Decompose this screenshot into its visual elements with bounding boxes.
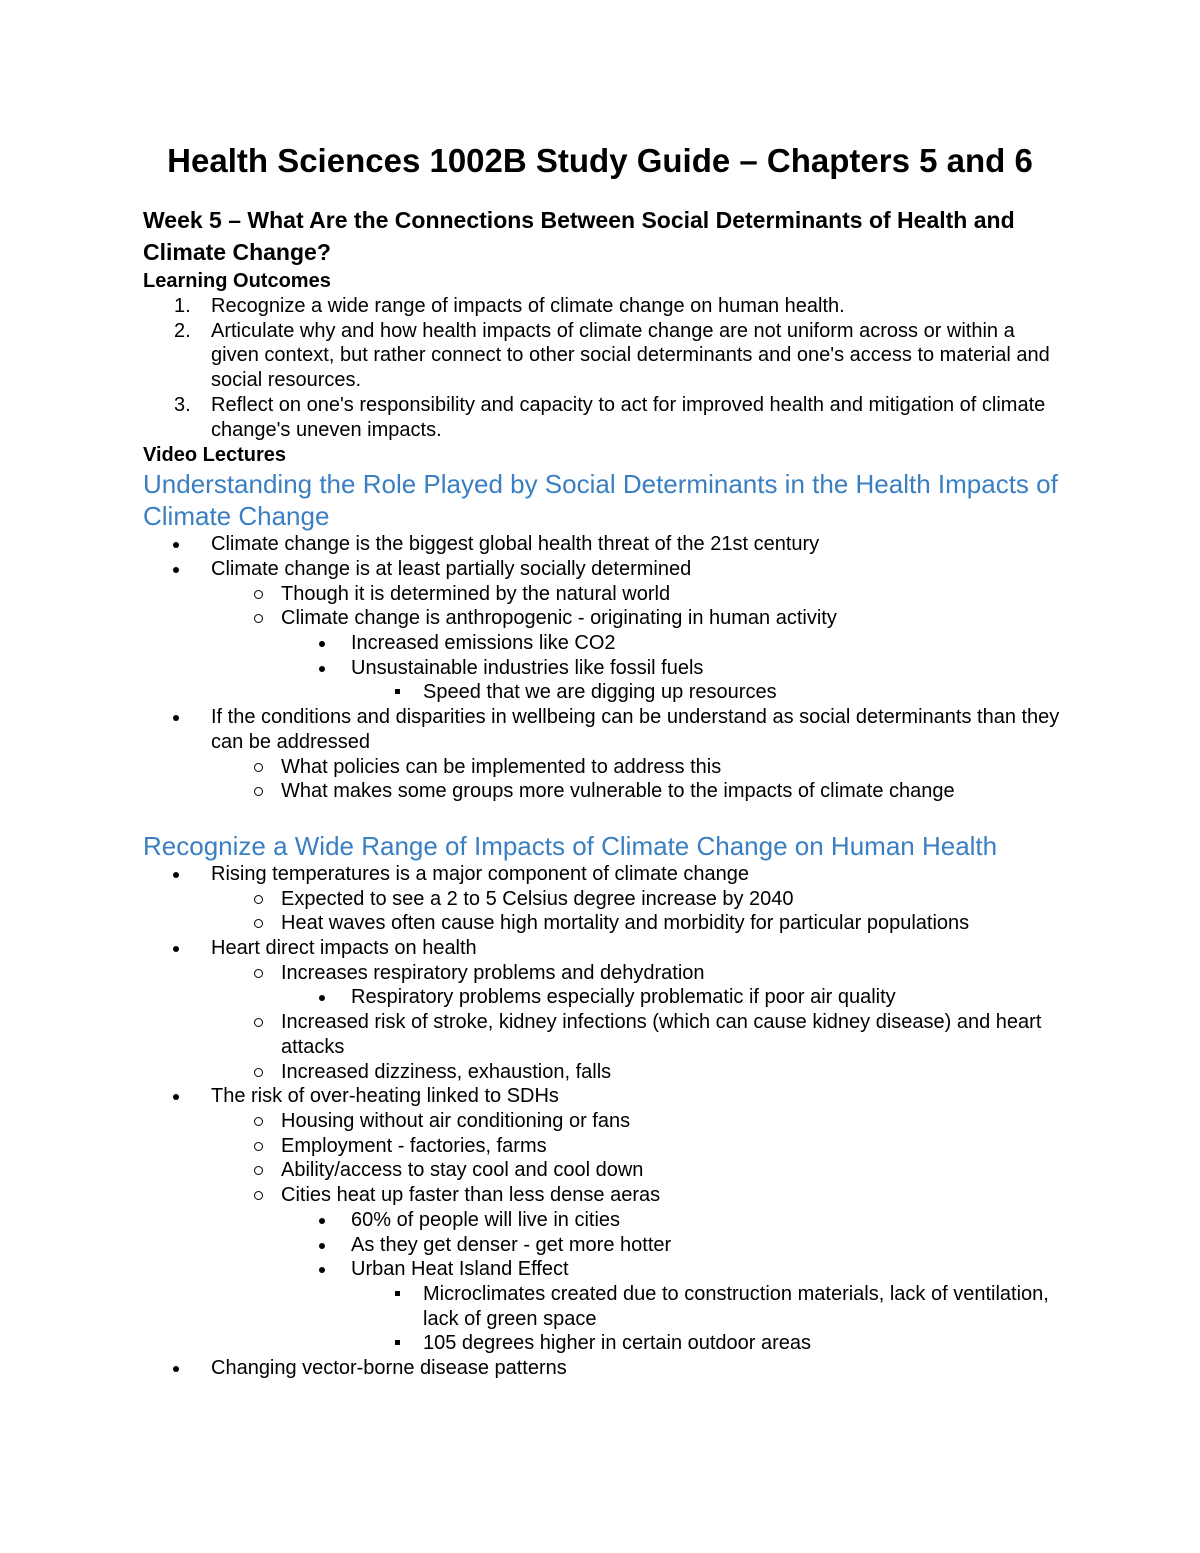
- list-item-text: If the conditions and disparities in wellbeing can be understand as social determinants than they can be addressed: [211, 706, 1060, 753]
- bullet-dot-icon: [173, 542, 179, 548]
- learning-outcome-text: Reflect on one's responsibility and capacity to act for improved health and mitigation of climate change's uneven impacts.: [211, 393, 1046, 441]
- list-number: 1.: [174, 295, 191, 317]
- list-item-text: Speed that we are digging up resources: [423, 681, 777, 704]
- list-item-text: Expected to see a 2 to 5 Celsius degree increase by 2040: [281, 887, 794, 910]
- list-item-text: 60% of people will live in cities: [351, 1208, 621, 1231]
- bullet-dot-icon: [319, 1243, 325, 1249]
- document-title: Health Sciences 1002B Study Guide – Chapters 5 and 6: [167, 142, 1033, 179]
- bullet-circle-icon: [254, 1166, 263, 1175]
- bullet-circle-icon: [254, 787, 263, 796]
- list-item: [211, 961, 1063, 1010]
- list-item: [143, 532, 1063, 557]
- bullet-square-icon: [395, 1340, 400, 1345]
- list-item-text: Rising temperatures is a major component of climate change: [211, 862, 750, 885]
- list-item: [143, 1356, 1063, 1381]
- learning-outcome-text: Recognize a wide range of impacts of climate change on human health.: [211, 295, 845, 317]
- list-item-text: Cities heat up faster than less dense aeras: [281, 1184, 661, 1207]
- list-item-text: Employment - factories, farms: [281, 1134, 547, 1157]
- list-item: [211, 1060, 1063, 1085]
- list-item: [143, 557, 1063, 705]
- learning-outcomes-list: [143, 294, 1063, 442]
- list-item-text: Housing without air conditioning or fans: [281, 1109, 631, 1132]
- list-item: [211, 1158, 1063, 1183]
- list-item: [211, 755, 1063, 780]
- list-item: [281, 1257, 1063, 1356]
- bullet-circle-icon: [254, 1068, 263, 1077]
- list-item: [351, 1331, 1063, 1356]
- list-item-text: The risk of over-heating linked to SDHs: [211, 1085, 559, 1108]
- list-number: 2.: [174, 319, 191, 342]
- bullet-dot-icon: [319, 641, 325, 647]
- list-item: [351, 680, 1063, 705]
- week-heading: Week 5 – What Are the Connections Between Social Determinants of Health and Climate Change?: [143, 207, 1015, 265]
- list-item: [143, 1084, 1063, 1356]
- bullet-circle-icon: [254, 919, 263, 928]
- bullet-circle-icon: [254, 895, 263, 904]
- bullet-circle-icon: [254, 1142, 263, 1151]
- list-item: [211, 887, 1063, 912]
- bullet-dot-icon: [319, 666, 325, 672]
- document-body: [143, 204, 1063, 1381]
- video-lectures-heading: Video Lectures: [143, 444, 287, 467]
- list-item-text: Increased risk of stroke, kidney infections (which can cause kidney disease) and heart attacks: [281, 1011, 1042, 1058]
- list-item-text: Climate change is anthropogenic - originating in human activity: [281, 607, 837, 630]
- list-item-text: Microclimates created due to construction materials, lack of ventilation, lack of green space: [423, 1282, 1049, 1330]
- bullet-circle-icon: [254, 1018, 263, 1027]
- section-notes-list: [143, 862, 1063, 1381]
- list-item: [211, 1010, 1063, 1059]
- list-item: [351, 1282, 1063, 1331]
- list-item-text: Increases respiratory problems and dehydration: [281, 961, 705, 984]
- bullet-circle-icon: [254, 1117, 263, 1126]
- list-item: [281, 985, 1063, 1010]
- bullet-circle-icon: [254, 969, 263, 978]
- learning-outcomes-heading: Learning Outcomes: [143, 270, 331, 292]
- bullet-dot-icon: [173, 946, 179, 952]
- list-item-text: Climate change is at least partially socially determined: [211, 557, 692, 580]
- bullet-dot-icon: [173, 567, 179, 573]
- list-item-text: Urban Heat Island Effect: [351, 1258, 569, 1281]
- list-item-text: Heat waves often cause high mortality and morbidity for particular populations: [281, 912, 970, 935]
- list-item: [211, 1134, 1063, 1159]
- list-item-text: Though it is determined by the natural world: [281, 582, 671, 605]
- list-item: [211, 1183, 1063, 1356]
- learning-outcome-text: Articulate why and how health impacts of climate change are not uniform across or within a given context, but rather connect to other social determinants and one's access to material and social resources.: [211, 319, 1050, 392]
- list-item: [211, 606, 1063, 705]
- bullet-square-icon: [395, 689, 400, 694]
- bullet-dot-icon: [173, 872, 179, 878]
- list-item-text: Climate change is the biggest global health threat of the 21st century: [211, 533, 820, 556]
- list-item-text: Changing vector-borne disease patterns: [211, 1357, 567, 1380]
- bullet-dot-icon: [173, 1094, 179, 1100]
- list-item: [143, 705, 1063, 804]
- learning-outcome-item: [143, 319, 1063, 393]
- list-item-text: Respiratory problems especially problematic if poor air quality: [351, 986, 896, 1009]
- learning-outcome-item: [143, 393, 1063, 442]
- bullet-dot-icon: [173, 715, 179, 721]
- bullet-circle-icon: [254, 614, 263, 623]
- list-item-text: Increased emissions like CO2: [351, 632, 616, 655]
- list-item-text: Increased dizziness, exhaustion, falls: [281, 1060, 612, 1083]
- list-number: 3.: [174, 393, 191, 416]
- bullet-circle-icon: [254, 1191, 263, 1200]
- list-item-text: 105 degrees higher in certain outdoor areas: [423, 1332, 812, 1355]
- list-item-text: Unsustainable industries like fossil fuels: [351, 656, 704, 679]
- learning-outcome-item: [143, 294, 1063, 319]
- list-item-text: What makes some groups more vulnerable to the impacts of climate change: [281, 780, 955, 803]
- list-item-text: What policies can be implemented to address this: [281, 755, 722, 778]
- list-item: [281, 1233, 1063, 1258]
- list-item: [143, 936, 1063, 1084]
- list-item-text: Heart direct impacts on health: [211, 937, 477, 960]
- bullet-dot-icon: [319, 1267, 325, 1273]
- section-notes-list: [143, 532, 1063, 804]
- bullet-circle-icon: [254, 763, 263, 772]
- list-item: [211, 779, 1063, 804]
- list-item: [281, 656, 1063, 705]
- list-item: [281, 1208, 1063, 1233]
- bullet-circle-icon: [254, 590, 263, 599]
- bullet-dot-icon: [173, 1366, 179, 1372]
- bullet-dot-icon: [319, 995, 325, 1001]
- section-heading: Recognize a Wide Range of Impacts of Climate Change on Human Health: [143, 830, 998, 861]
- list-item-text: Ability/access to stay cool and cool down: [281, 1159, 644, 1182]
- bullet-square-icon: [395, 1291, 400, 1296]
- list-item: [143, 862, 1063, 936]
- bullet-dot-icon: [319, 1218, 325, 1224]
- list-item: [211, 1109, 1063, 1134]
- section-heading: Understanding the Role Played by Social Determinants in the Health Impacts of Climate Change: [143, 469, 1058, 532]
- list-item-text: As they get denser - get more hotter: [351, 1233, 672, 1256]
- list-item: [211, 911, 1063, 936]
- list-item: [281, 631, 1063, 656]
- list-item: [211, 582, 1063, 607]
